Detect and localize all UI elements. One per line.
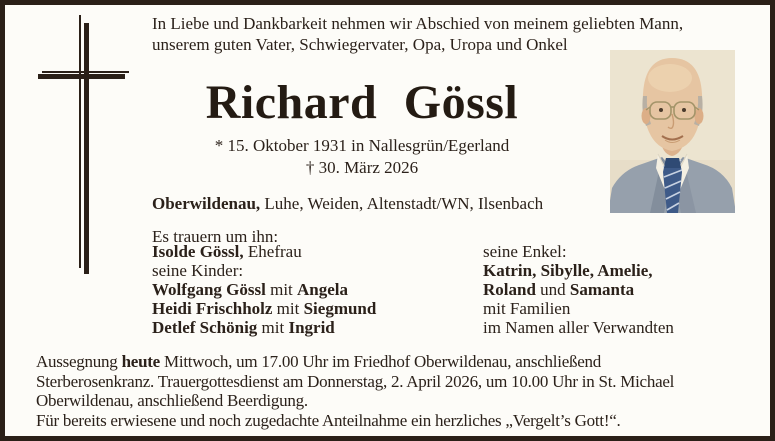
text-line: Sterberosenkranz. Trauergottesdienst am Donnerstag, 2. April 2026, um 10.00 Uhr in St. Michael bbox=[36, 371, 675, 391]
text-line: Für bereits erwiesene und noch zugedachte Anteilnahme ein herzliches „Vergelt’s Gott!“. bbox=[36, 411, 621, 431]
text-line: Isolde Gössl, Ehefrau bbox=[152, 242, 302, 261]
cross-vertical-thick-line bbox=[84, 23, 89, 274]
text-line: Aussegnung heute Mittwoch, um 17.00 Uhr im Friedhof Oberwildenau, anschließend bbox=[36, 352, 602, 371]
intro-text bbox=[152, 13, 732, 55]
death-date-line: † 30. März 2026 bbox=[305, 158, 419, 177]
text-line: Wolfgang Gössl mit Angela bbox=[152, 280, 349, 299]
place-primary: Oberwildenau, bbox=[152, 194, 261, 213]
cross-horizontal-thin-line bbox=[42, 71, 129, 73]
text-line: Roland und Samanta bbox=[483, 280, 635, 299]
intro-line-2: unserem guten Vater, Schwiegervater, Opa, Uropa und Onkel bbox=[152, 35, 568, 54]
text-line: seine Enkel: bbox=[483, 242, 567, 261]
cross-vertical-thin-line bbox=[79, 15, 81, 268]
text-line: Oberwildenau, anschließend Beerdigung. bbox=[36, 391, 308, 411]
deceased-name: Richard Gössl bbox=[205, 76, 519, 129]
cross-horizontal-thick-line bbox=[38, 74, 125, 79]
places-line bbox=[152, 193, 543, 214]
text-line: Heidi Frischholz mit Siegmund bbox=[152, 299, 377, 318]
intro-line-1: In Liebe und Dankbarkeit nehmen wir Abschied von meinem geliebten Mann, bbox=[152, 14, 684, 33]
places-others: Luhe, Weiden, Altenstadt/WN, Ilsenbach bbox=[260, 194, 544, 213]
mourning-intro: Es trauern um ihn: bbox=[152, 227, 279, 246]
text-line: mit Familien bbox=[483, 299, 571, 318]
portrait-illustration bbox=[610, 50, 735, 213]
mourners-right-column bbox=[483, 242, 768, 337]
text-line: Detlef Schönig mit Ingrid bbox=[152, 318, 335, 337]
funeral-details bbox=[36, 352, 751, 431]
text-line: seine Kinder: bbox=[152, 261, 244, 280]
mourners-left-column bbox=[152, 242, 482, 337]
portrait-photo bbox=[610, 50, 735, 213]
text-line: Katrin, Sibylle, Amelie, bbox=[483, 261, 653, 280]
text-line: im Namen aller Verwandten bbox=[483, 318, 674, 337]
birth-date-line: * 15. Oktober 1931 in Nallesgrün/Egerland bbox=[214, 136, 510, 155]
